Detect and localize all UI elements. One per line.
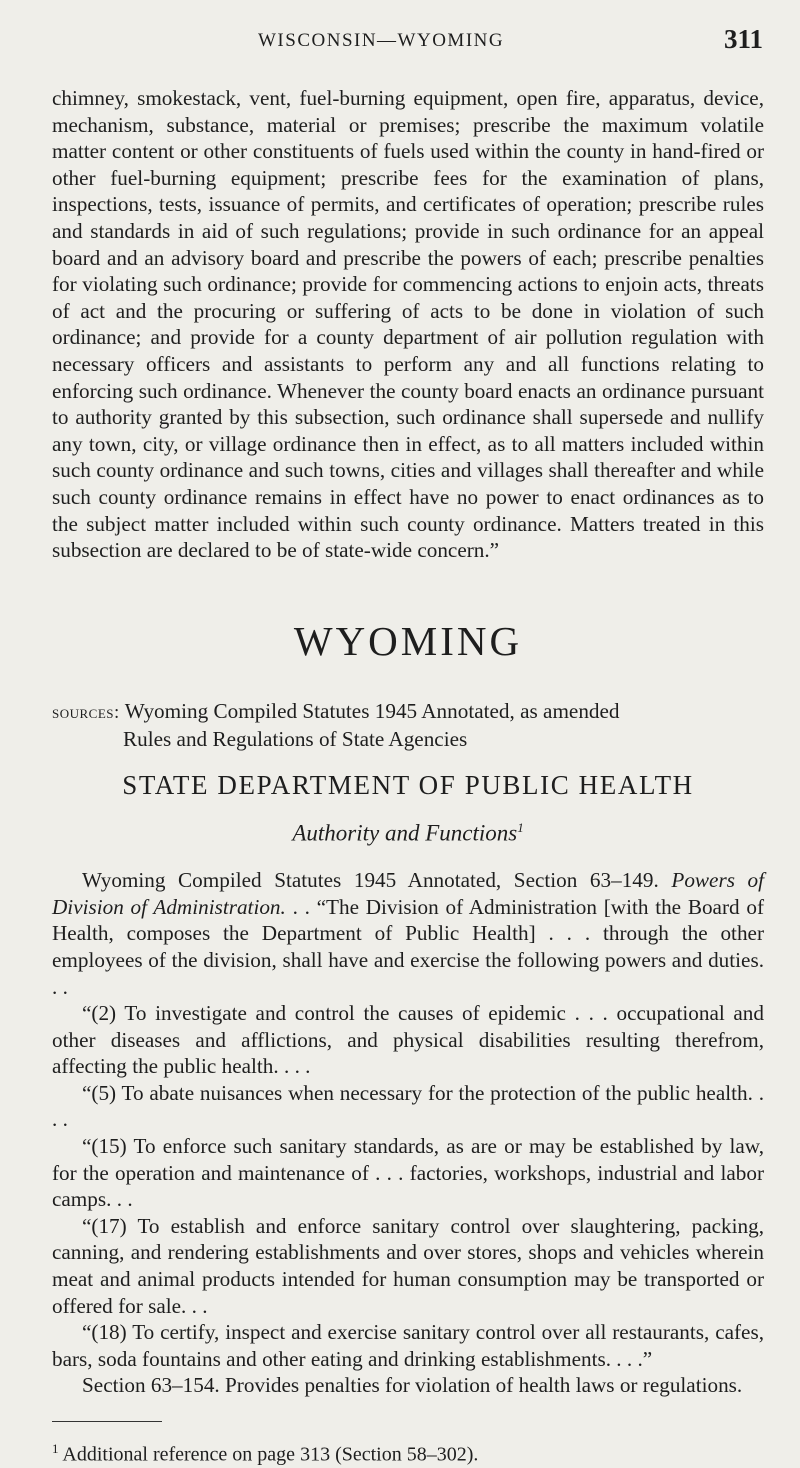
page-number: 311 xyxy=(724,24,764,54)
footnote-divider xyxy=(52,1421,162,1422)
section-154-paragraph: Section 63–154. Provides penalties for violation of health laws or regulations. xyxy=(82,1373,743,1398)
statute-section-title: Powers of Division of Administration. xyxy=(52,868,764,919)
sources-line-2: Rules and Regulations of State Agencies xyxy=(123,727,468,752)
running-header xyxy=(0,24,800,58)
statute-item: “(18) To certify, inspect and exercise sanitary control over all restaurants, cafes, bars, soda fountains and other eating and drinking establishments. . . .” xyxy=(52,1320,764,1371)
department-heading: STATE DEPARTMENT OF PUBLIC HEALTH xyxy=(122,769,694,800)
statute-intro-text: . . “The Division of Administration [with the Board of Health, composes the Department of Public Health] . . . through the other employees of the division, shall have and exercise the following powers and duties. . . xyxy=(52,894,764,999)
sources-label: sources: xyxy=(52,701,120,723)
footnote-mark: 1 xyxy=(52,1441,59,1456)
statute-item: “(2) To investigate and control the causes of epidemic . . . occupational and other diseases and afflictions, and physical disabilities resulting therefrom, affecting the public health. . . . xyxy=(52,1001,764,1079)
page-body xyxy=(52,85,764,1468)
footnote-text: Additional reference on page 313 (Section 58–302). xyxy=(58,1443,479,1466)
footnote-reference: 1 xyxy=(517,819,524,835)
state-heading: WYOMING xyxy=(293,617,523,664)
sources-line-1: Wyoming Compiled Statutes 1945 Annotated, as amended xyxy=(124,698,620,723)
statute-item: “(15) To enforce such sanitary standards, as are or may be established by law, for the operation and maintenance of . . . factories, workshops, industrial and labor camps. . . xyxy=(52,1134,764,1212)
authority-heading xyxy=(52,815,764,847)
wisconsin-continuation-paragraph: chimney, smokestack, vent, fuel-burning equipment, open fire, apparatus, device, mechanism, substance, material or premises; prescribe the maximum volatile matter content or other constituents of fuels used within the county in hand-fired or other fuel-burning equipment; prescribe fees for the examination of plans, inspections, tests, issuance of permits, and certificates of operation; prescribe rules and standards in aid of such regulations; provide in such ordinance for an appeal board and an advisory board and prescribe the powers of each; prescribe penalties for violating such ordinance; provide for commencing actions to enjoin acts, threats of act and the procuring or suffering of acts to be done in violation of such ordinance; and provide for a county department of air pollution regulation with necessary officers and assistants to perform any and all functions relating to enforcing such ordinance. Whenever the county board enacts an ordinance pursuant to authority granted by this subsection, such ordinance shall supersede and nullify any town, city, or village ordinance then in effect, as to all matters included within such county ordinance and such towns, cities and villages shall thereafter and while such county ordinance remains in effect have no power to enact ordinances as to the subject matter included within such county ordinance. Matters treated in this subsection are declared to be of state-wide concern.” xyxy=(52,86,764,563)
statute-intro-paragraph xyxy=(52,867,764,1000)
sources-block xyxy=(52,698,764,753)
statute-citation: Wyoming Compiled Statutes 1945 Annotated, Section 63–149. xyxy=(82,868,659,893)
statute-item: “(17) To establish and enforce sanitary control over slaughtering, packing, canning, and rendering establishments and over stores, shops and vehicles wherein meat and animal products intended for human consumption may be transported or offered for sale. . . xyxy=(52,1213,764,1318)
authority-heading-text: Authority and Functions xyxy=(292,820,518,846)
footnote xyxy=(52,1436,764,1468)
statute-item: “(5) To abate nuisances when necessary for the protection of the public health. . . . xyxy=(52,1080,764,1132)
running-title: WISCONSIN—WYOMING xyxy=(258,30,505,51)
